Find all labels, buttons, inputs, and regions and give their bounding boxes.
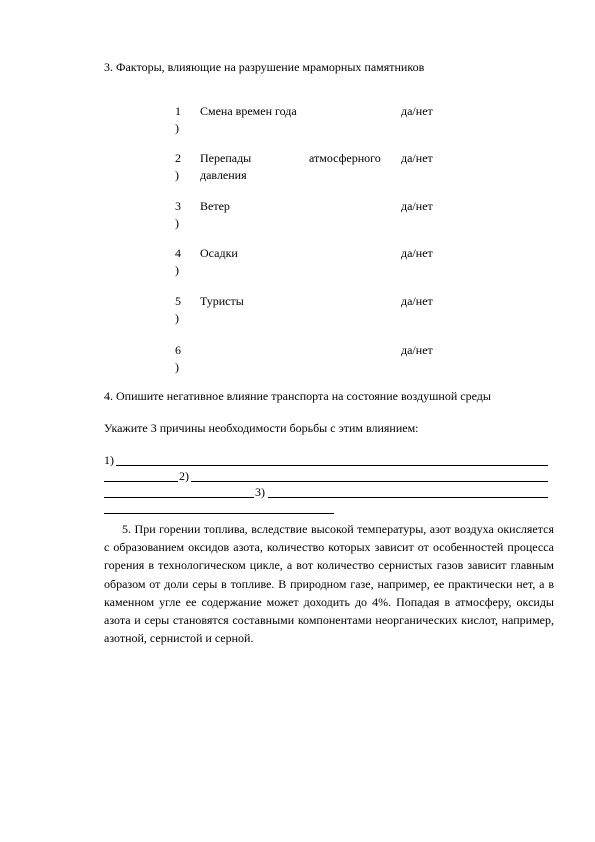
item-number <box>175 103 187 137</box>
item-number-paren: ) <box>175 263 179 277</box>
item-number-paren: ) <box>175 121 179 135</box>
yes-no-option[interactable]: да/нет <box>401 343 433 357</box>
answer-line[interactable] <box>191 481 548 482</box>
yes-no-option[interactable]: да/нет <box>401 104 433 118</box>
item-number-digit: 5 <box>175 294 181 308</box>
yes-no-option[interactable]: да/нет <box>401 246 433 260</box>
item-label-extra: атмосферного <box>309 151 381 165</box>
item-label: Осадки <box>200 246 238 260</box>
question-5-paragraph <box>104 520 554 647</box>
question-3-title: 3. Факторы, влияющие на разрушение мраморных памятников <box>104 60 425 74</box>
question-5-text: 5. При горении топлива, вследствие высокой температуры, азот воздуха окисляется с образованием оксидов азота, количество которых зависит от особенностей процесса горения в технологическом цикле, а вот количество сернистых газов зависит главным образом от доли серы в топливе. В природном газе, например, ее практически нет, а в каменном угле ее содержание может доходить до 4%. Попадая в атмосферу, оксиды азота и серы становятся составными компонентами неорганических кислот, например, азотной, сернистой и серной. <box>104 522 554 646</box>
answer-line[interactable] <box>104 513 334 514</box>
item-number-paren: ) <box>175 168 179 182</box>
item-label: Туристы <box>200 294 244 308</box>
answer-blank-label: 1) <box>104 453 114 467</box>
answer-blank-label: 2) <box>179 469 189 483</box>
item-label: Перепады <box>200 151 252 165</box>
item-number <box>175 342 187 376</box>
item-number-digit: 6 <box>175 343 181 357</box>
answer-blank-label: 3) <box>255 485 265 499</box>
question-4-title: 4. Опишите негативное влияние транспорта на состояние воздушной среды <box>104 389 491 403</box>
item-number-digit: 1 <box>175 104 181 118</box>
yes-no-option[interactable]: да/нет <box>401 151 433 165</box>
item-number-digit: 4 <box>175 246 181 260</box>
item-number <box>175 293 187 327</box>
item-number-paren: ) <box>175 360 179 374</box>
item-number <box>175 245 187 279</box>
item-label: Ветер <box>200 199 230 213</box>
item-label-continued: давления <box>200 168 247 182</box>
item-number-paren: ) <box>175 216 179 230</box>
answer-line[interactable] <box>268 497 548 498</box>
item-label: Смена времен года <box>200 104 297 118</box>
answer-line[interactable] <box>116 465 548 466</box>
answer-line[interactable] <box>104 481 178 482</box>
question-4-subtitle: Укажите 3 причины необходимости борьбы с этим влиянием: <box>104 421 419 435</box>
yes-no-option[interactable]: да/нет <box>401 294 433 308</box>
item-number-digit: 2 <box>175 151 181 165</box>
item-number-paren: ) <box>175 311 179 325</box>
yes-no-option[interactable]: да/нет <box>401 199 433 213</box>
answer-line[interactable] <box>104 497 254 498</box>
item-number-digit: 3 <box>175 199 181 213</box>
item-number <box>175 198 187 232</box>
item-number <box>175 150 187 184</box>
